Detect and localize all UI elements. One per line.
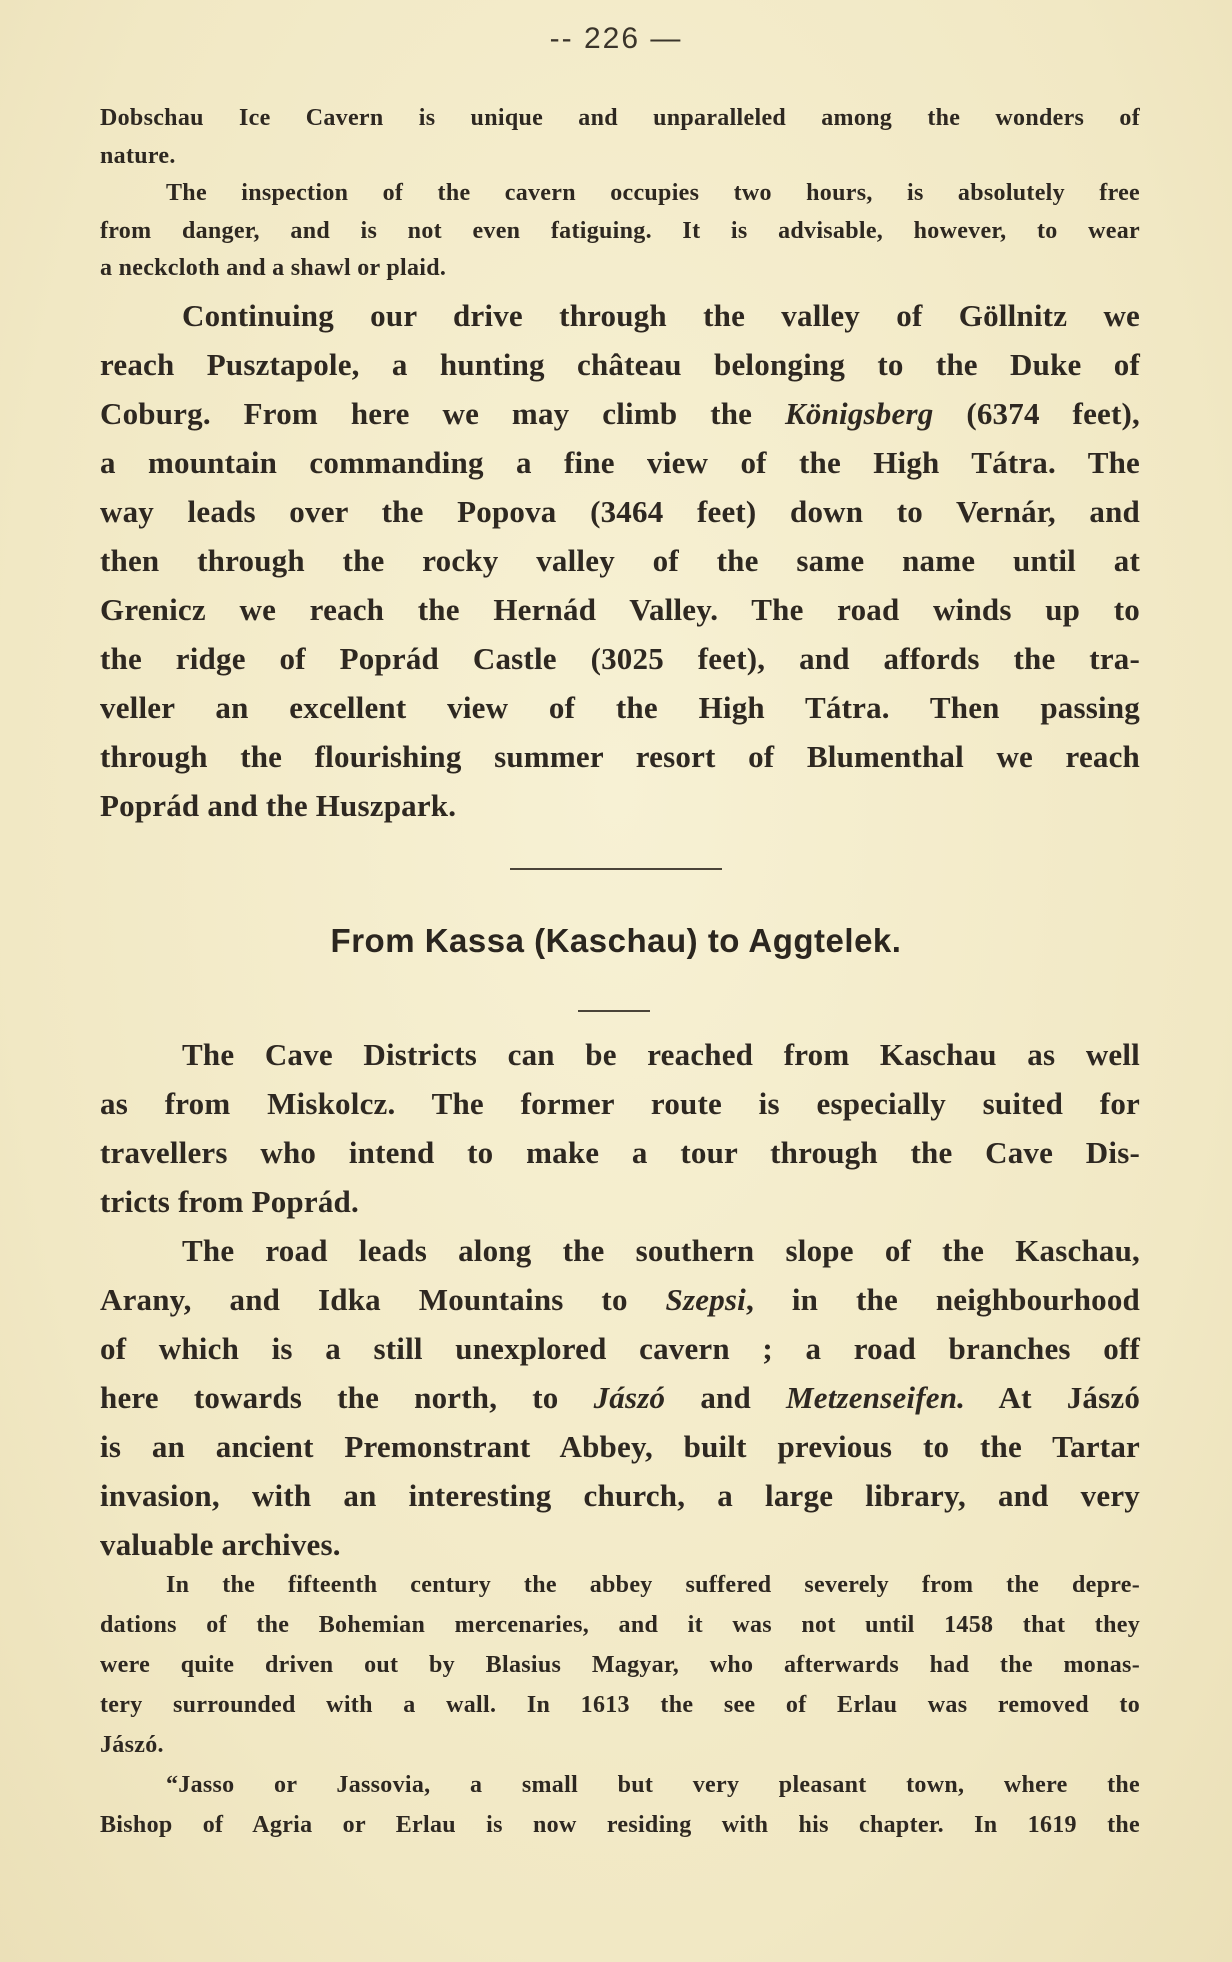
text-line: Poprád and the Huszpark. [100, 788, 457, 823]
text-line: Bishop of Agria or Erlau is now residing with his chapter. In 1619 the [100, 1812, 1140, 1838]
text-line: valuable archives. [100, 1527, 341, 1562]
text-line: from danger, and is not even fatiguing. It is advisable, however, to wear [100, 217, 1140, 244]
text-segment: Arany, and Idka Mountains to [100, 1282, 666, 1317]
italic-place-name: Szepsi [665, 1282, 746, 1317]
text-segment: Coburg. From here we may climb the [100, 396, 786, 431]
text-line: the ridge of Poprád Castle (3025 feet), and affords the tra- [100, 641, 1140, 676]
text-line: tricts from Poprád. [100, 1184, 359, 1219]
text-segment: and [665, 1380, 786, 1415]
text-line: nature. [100, 142, 176, 169]
text-line: way leads over the Popova (3464 feet) down to Vernár, and [100, 494, 1140, 529]
heading-underline [578, 1010, 650, 1012]
paragraph-cave-districts [100, 1030, 1140, 1569]
text-segment: (6374 feet), [933, 396, 1140, 431]
text-segment: here towards the north, to [100, 1380, 594, 1415]
text-line: Grenicz we reach the Hernád Valley. The road winds up to [100, 592, 1140, 627]
text-line: reach Pusztapole, a hunting château belonging to the Duke of [100, 347, 1140, 382]
text-line: The Cave Districts can be reached from Kaschau as well [182, 1037, 1140, 1072]
text-line: veller an excellent view of the High Tátra. Then passing [100, 690, 1140, 725]
text-line: as from Miskolcz. The former route is especially suited for [100, 1086, 1140, 1121]
italic-place-name: Metzenseifen. [786, 1380, 966, 1415]
text-line: The inspection of the cavern occupies two hours, is absolutely free [166, 180, 1140, 206]
text-segment: At Jászó [965, 1380, 1141, 1415]
intro-small-text [100, 100, 1140, 288]
text-line: then through the rocky valley of the same name until at [100, 543, 1140, 578]
text-line: of which is a still unexplored cavern ; a road branches off [100, 1331, 1140, 1366]
footnote-small-text [100, 1565, 1140, 1845]
text-line [100, 1373, 1140, 1422]
text-line: In the fifteenth century the abbey suffered severely from the depre- [166, 1572, 1140, 1598]
text-line: travellers who intend to make a tour through the Cave Dis- [100, 1135, 1140, 1170]
text-segment: , in the neighbourhood [746, 1282, 1140, 1317]
section-divider [510, 868, 722, 870]
section-heading: From Kassa (Kaschau) to Aggtelek. [330, 922, 902, 959]
text-line [100, 1275, 1140, 1324]
text-line: “Jasso or Jassovia, a small but very pleasant town, where the [166, 1772, 1140, 1798]
text-line: Continuing our drive through the valley of Göllnitz we [182, 298, 1140, 333]
text-line: invasion, with an interesting church, a large library, and very [100, 1478, 1140, 1513]
italic-place-name: Jászó [593, 1380, 666, 1415]
text-line [100, 389, 1140, 438]
text-line: were quite driven out by Blasius Magyar, who afterwards had the monas- [100, 1652, 1140, 1678]
text-line: is an ancient Premonstrant Abbey, built previous to the Tartar [100, 1429, 1140, 1464]
text-line: The road leads along the southern slope of the Kaschau, [182, 1233, 1140, 1268]
text-line: dations of the Bohemian mercenaries, and it was not until 1458 that they [100, 1612, 1140, 1638]
text-line: Jászó. [100, 1732, 164, 1758]
text-line: tery surrounded with a wall. In 1613 the see of Erlau was removed to [100, 1692, 1140, 1718]
text-line: a neckcloth and a shawl or plaid. [100, 255, 447, 281]
text-line: through the flourishing summer resort of Blumenthal we reach [100, 739, 1140, 774]
page-number: -- 226 — [549, 22, 683, 55]
text-line: a mountain commanding a fine view of the High Tátra. The [100, 445, 1140, 480]
text-line: Dobschau Ice Cavern is unique and unparalleled among the wonders of [100, 105, 1140, 131]
paragraph-goellnitz [100, 291, 1140, 830]
italic-place-name: Königsberg [785, 396, 934, 431]
